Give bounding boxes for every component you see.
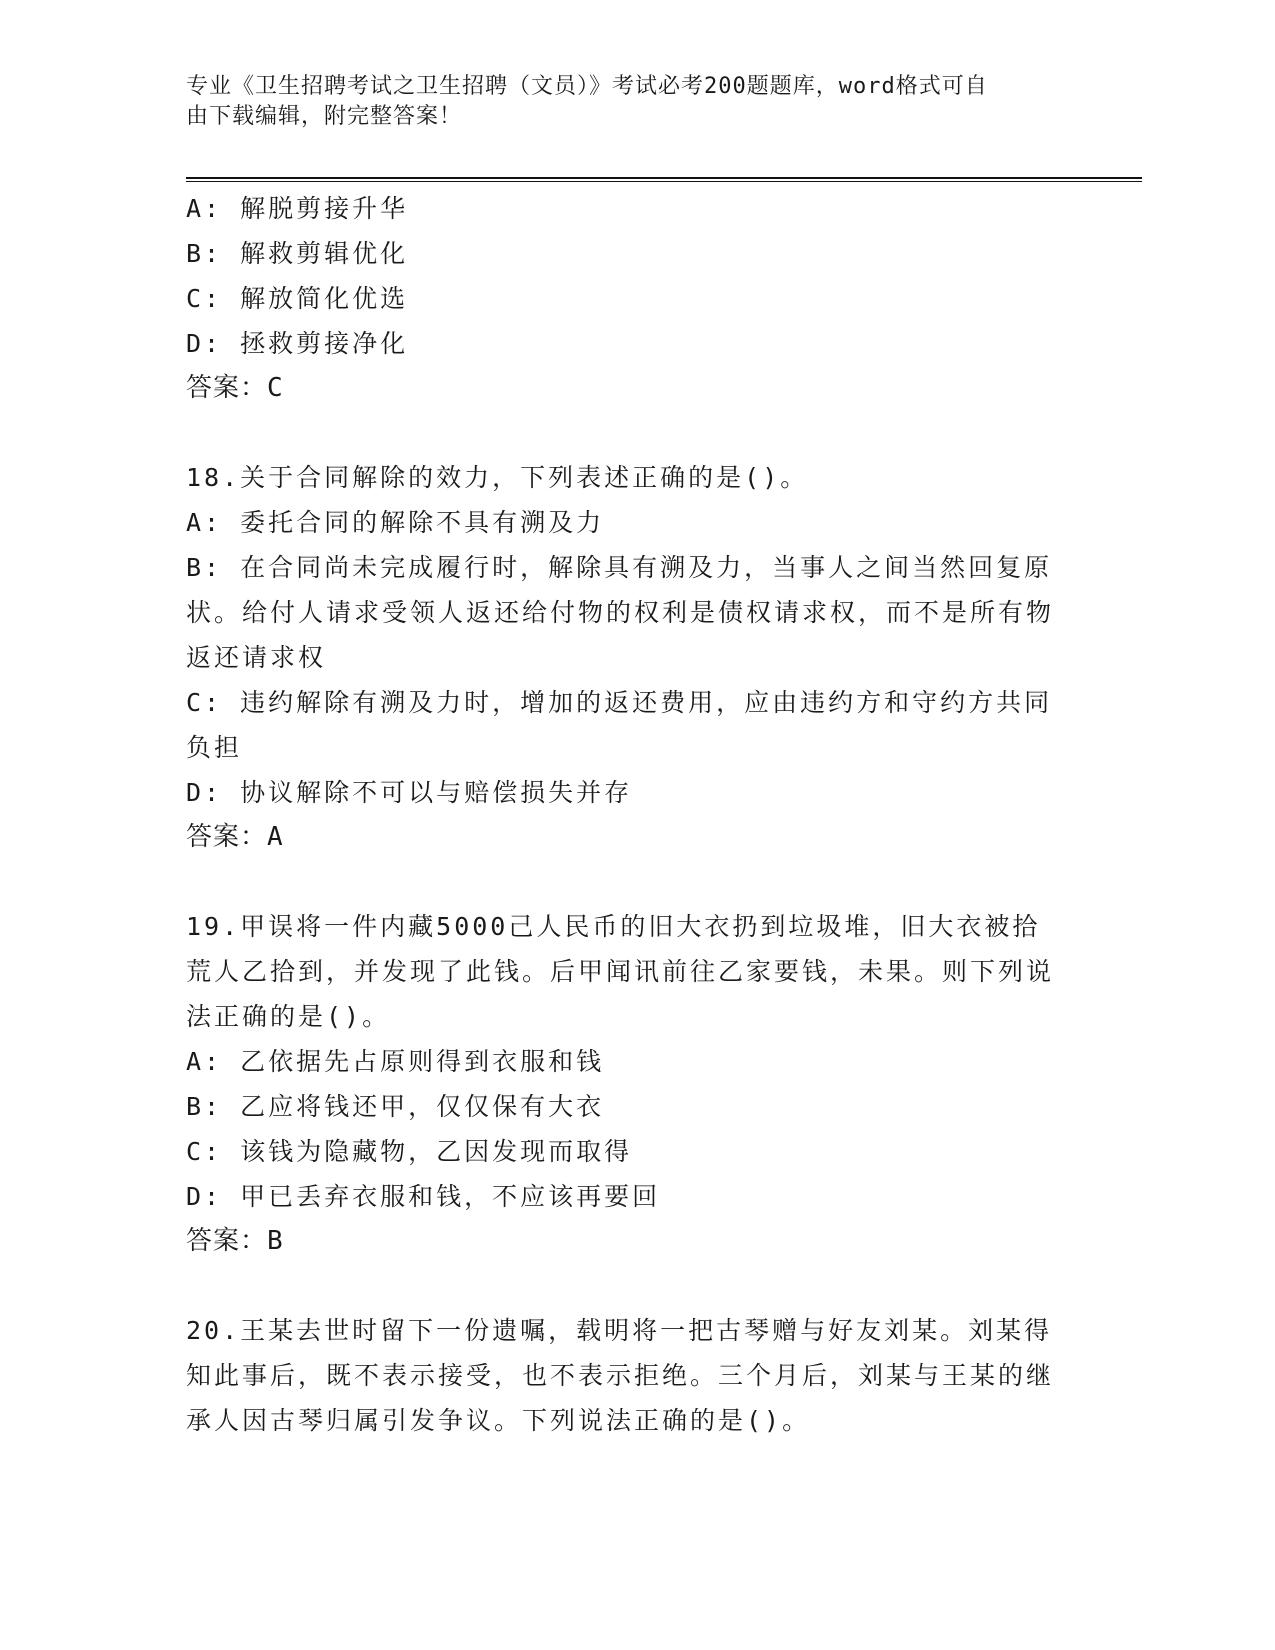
answer-value: A xyxy=(267,822,284,852)
option-a: A: 委托合同的解除不具有溯及力 xyxy=(186,508,605,537)
question-18 xyxy=(186,455,1066,860)
question-17 xyxy=(186,186,1066,411)
question-text: 18.关于合同解除的效力，下列表述正确的是()。 xyxy=(186,463,809,492)
option-c: C: 该钱为隐藏物，乙因发现而取得 xyxy=(186,1137,633,1166)
answer-label: 答案： xyxy=(186,373,268,403)
option-d: D: 甲已丢弃衣服和钱，不应该再要回 xyxy=(186,1182,661,1211)
question-20 xyxy=(186,1308,1066,1443)
option-d: D: 协议解除不可以与赔偿损失并存 xyxy=(186,778,633,807)
option-b: B: 解救剪辑优化 xyxy=(186,239,409,268)
answer xyxy=(186,815,1066,860)
option-c: C: 违约解除有溯及力时，增加的返还费用，应由违约方和守约方共同负担 xyxy=(186,688,1053,762)
question-text: 20.王某去世时留下一份遗嘱，载明将一把古琴赠与好友刘某。刘某得知此事后，既不表示接受，也不表示拒绝。三个月后，刘某与王某的继承人因古琴归属引发争议。下列说法正确的是()。 xyxy=(186,1316,1055,1435)
header-divider xyxy=(186,177,1142,182)
answer-label: 答案： xyxy=(186,1226,268,1256)
header-line-1: 专业《卫生招聘考试之卫生招聘（文员）》考试必考200题题库，word格式可自 xyxy=(186,74,988,99)
question-text: 19.甲误将一件内藏5000己人民币的旧大衣扔到垃圾堆，旧大衣被拾荒人乙拾到，并发现了此钱。后甲闻讯前往乙家要钱，未果。则下列说法正确的是()。 xyxy=(186,912,1055,1031)
answer-value: B xyxy=(267,1226,284,1256)
answer xyxy=(186,366,1066,411)
question-19 xyxy=(186,904,1066,1264)
option-b: B: 乙应将钱还甲，仅仅保有大衣 xyxy=(186,1092,605,1121)
answer xyxy=(186,1219,1066,1264)
option-b: B: 在合同尚未完成履行时，解除具有溯及力，当事人之间当然回复原状。给付人请求受领人返还给付物的权利是债权请求权，而不是所有物返还请求权 xyxy=(186,553,1055,672)
option-a: A: 乙依据先占原则得到衣服和钱 xyxy=(186,1047,605,1076)
document-header xyxy=(186,72,1066,132)
answer-label: 答案： xyxy=(186,822,268,852)
option-d: D: 拯救剪接净化 xyxy=(186,329,409,358)
option-a: A: 解脱剪接升华 xyxy=(186,194,409,223)
document-body xyxy=(186,186,1066,1443)
answer-value: C xyxy=(267,373,284,403)
option-c: C: 解放简化优选 xyxy=(186,284,409,313)
header-line-2: 由下载编辑，附完整答案！ xyxy=(186,104,463,129)
